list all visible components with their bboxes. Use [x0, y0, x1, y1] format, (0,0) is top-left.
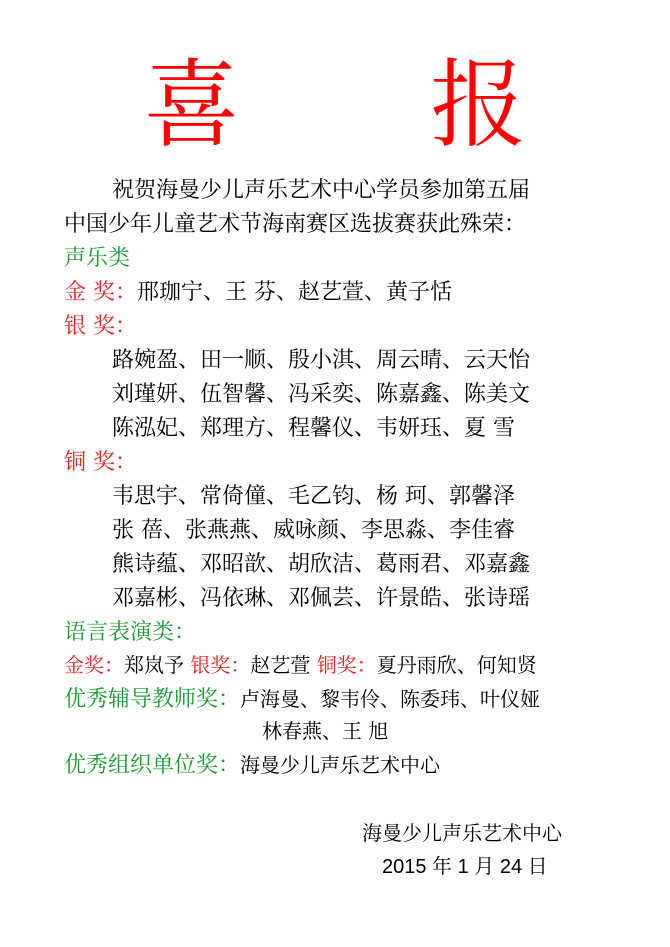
organization-award-name: 海曼少儿声乐艺术中心 — [240, 753, 441, 777]
language-gold-names: 郑岚予 — [124, 653, 184, 677]
vocal-silver-names-1: 路婉盈、田一顺、殷小淇、周云晴、云天怡 — [112, 348, 531, 373]
language-gold-label: 金奖： — [64, 653, 124, 677]
vocal-bronze-label: 铜 奖： — [64, 450, 137, 475]
language-bronze-names: 夏丹雨欣、何知贤 — [376, 653, 537, 677]
vocal-silver-names-2: 刘瑾妍、伍智馨、冯采奕、陈嘉鑫、陈美文 — [112, 382, 531, 407]
organization-award-label: 优秀组织单位奖： — [64, 753, 241, 778]
teacher-award-row — [64, 684, 540, 715]
language-silver-names: 赵艺萱 — [250, 653, 311, 677]
vocal-gold-label: 金 奖： — [64, 280, 137, 305]
language-category-heading: 语言表演类： — [64, 620, 197, 645]
vocal-bronze-names-2: 张 蓓、张燕燕、威咏颜、李思淼、李佳睿 — [112, 518, 515, 543]
footer-organization: 海曼少儿声乐艺术中心 — [362, 821, 562, 845]
page-title: 喜 报 — [143, 49, 607, 161]
footer-date: 2015 年 1 月 24 日 — [382, 856, 548, 878]
vocal-category-heading: 声乐类 — [64, 246, 131, 271]
vocal-gold-names: 邢珈宁、王 芬、赵艺萱、黄子恬 — [137, 280, 452, 305]
intro-line-1: 祝贺海曼少儿声乐艺术中心学员参加第五届 — [112, 178, 531, 203]
language-silver-label: 银奖： — [190, 653, 251, 677]
intro-line-2: 中国少年儿童艺术节海南赛区选拔赛获此殊荣： — [64, 212, 527, 237]
teacher-award-label: 优秀辅导教师奖： — [64, 687, 241, 712]
vocal-gold-row — [64, 278, 452, 308]
organization-award-row — [64, 750, 440, 781]
vocal-bronze-names-1: 韦思宇、常倚僮、毛乙钧、杨 珂、郭馨泽 — [112, 484, 515, 509]
vocal-silver-label: 银 奖： — [64, 314, 137, 339]
language-bronze-label: 铜奖： — [316, 653, 377, 677]
teacher-award-names-1: 卢海曼、黎韦伶、陈委玮、叶仪娅 — [240, 687, 541, 711]
vocal-bronze-names-3: 熊诗蕴、邓昭歆、胡欣洁、葛雨君、邓嘉鑫 — [112, 552, 531, 577]
vocal-silver-names-3: 陈泓妃、郑理方、程馨仪、韦妍珏、夏 雪 — [112, 416, 515, 441]
vocal-bronze-names-4: 邓嘉彬、冯依琳、邓佩芸、许景皓、张诗瑶 — [112, 586, 531, 611]
language-awards-row — [64, 650, 537, 680]
teacher-award-names-2: 林春燕、王 旭 — [262, 719, 389, 743]
